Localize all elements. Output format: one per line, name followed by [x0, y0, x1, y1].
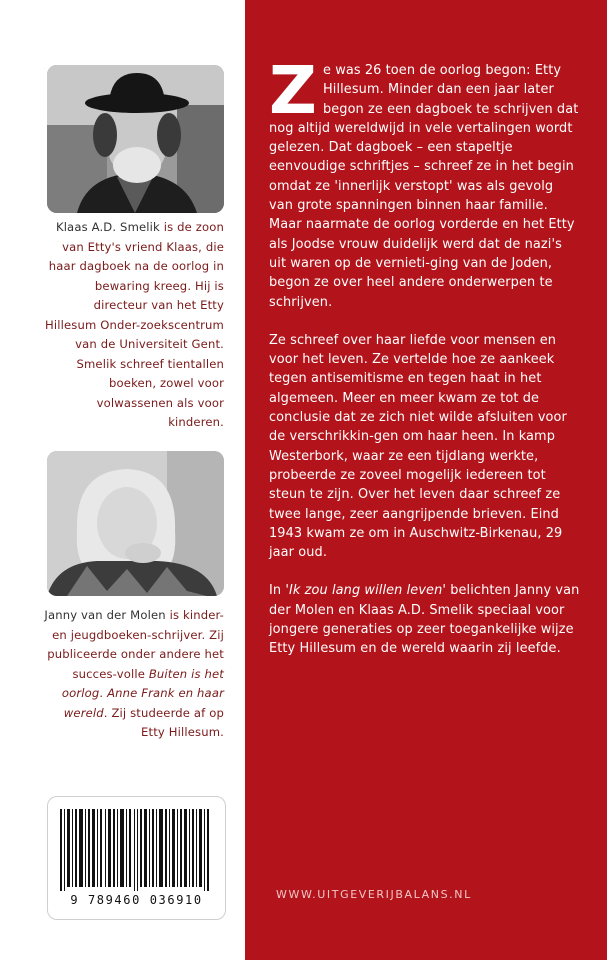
paragraph-3 — [269, 581, 581, 658]
portrait-man-hat-icon — [47, 65, 224, 213]
book-title: 'Ik zou lang willen leven' — [285, 583, 447, 599]
paragraph-1 — [269, 52, 581, 312]
publisher-url[interactable]: WWW.UITGEVERIJBALANS.NL — [276, 888, 472, 901]
paragraph-3-pre: In — [269, 583, 286, 599]
portrait-woman-icon — [47, 451, 224, 596]
paragraph-1-text: e was 26 toen de oorlog begon: Etty Hillesum. Minder dan een jaar later begon ze een dagboek te schrijven dat nog altijd wereldwijd in vele vertalingen wordt gelezen. Dat dagboek – een stapeltje eenvoudige schriftjes – schreef ze in het begin omdat ze 'innerlijk verstopt' was als gevolg van grote spanningen binnen haar familie. Maar naarmate de oorlog vorderde en het Etty als Joodse vrouw duidelijk werd dat de nazi's uit waren op de vernieti-ging van de Joden, begon ze over heel andere onderwerpen te schrijven. — [269, 63, 579, 310]
bio-molen — [40, 606, 224, 743]
barcode-icon — [60, 809, 213, 891]
drop-cap: Z — [269, 52, 317, 129]
bio-smelik — [40, 218, 224, 433]
bio-molen-title2: Anne Frank en haar wereld — [63, 686, 224, 720]
back-cover-text — [269, 52, 581, 678]
bio-molen-text-after: . Zij studeerde af op Etty Hillesum. — [103, 705, 224, 739]
paragraph-3-post: belichten Janny van der Molen en Klaas A.D. Smelik speciaal voor jongere generaties op zeer toegankelijke wijze Etty Hillesum en de wereld waarin zij leefde. — [269, 583, 580, 657]
bio-molen-name: Janny van der Molen — [44, 608, 166, 622]
barcode-box — [47, 796, 226, 920]
bio-molen-title1: Buiten is het oorlog — [61, 666, 224, 700]
paragraph-2: Ze schreef over haar liefde voor mensen en voor het leven. Ze vertelde hoe ze aankeek tegen antisemitisme en tegen haat in het algemeen. Meer en meer kwam ze tot de conclusie dat ze zich niet wilde afsluiten voor de verschrikkin-gen om haar heen. In kamp Westerbork, waar ze een tijdlang werkte, probeerde ze zoveel mogelijk iedereen tot steun te zijn. Over het leven daar schreef ze twee lange, zeer aangrijpende brieven. Eind 1943 kwam ze om in Auschwitz-Birkenau, 29 jaar oud. — [269, 332, 567, 561]
bio-smelik-name: Klaas A.D. Smelik — [55, 220, 160, 234]
isbn-number: 9 789460 036910 — [70, 893, 203, 907]
bio-molen-mid: . — [99, 686, 108, 700]
bio-molen-text-before: is kinder- en jeugdboeken-schrijver. Zij publiceerde onder andere het succes-volle — [47, 608, 224, 681]
bio-smelik-text: is de zoon van Etty's vriend Klaas, die haar dagboek na de oorlog in bewaring kreeg. Hij is directeur van het Etty Hillesum Onder-zoekscentrum van de Universiteit Gent. Smelik schreef tientallen boeken, zowel voor volwassenen als voor kinderen. — [45, 220, 224, 429]
